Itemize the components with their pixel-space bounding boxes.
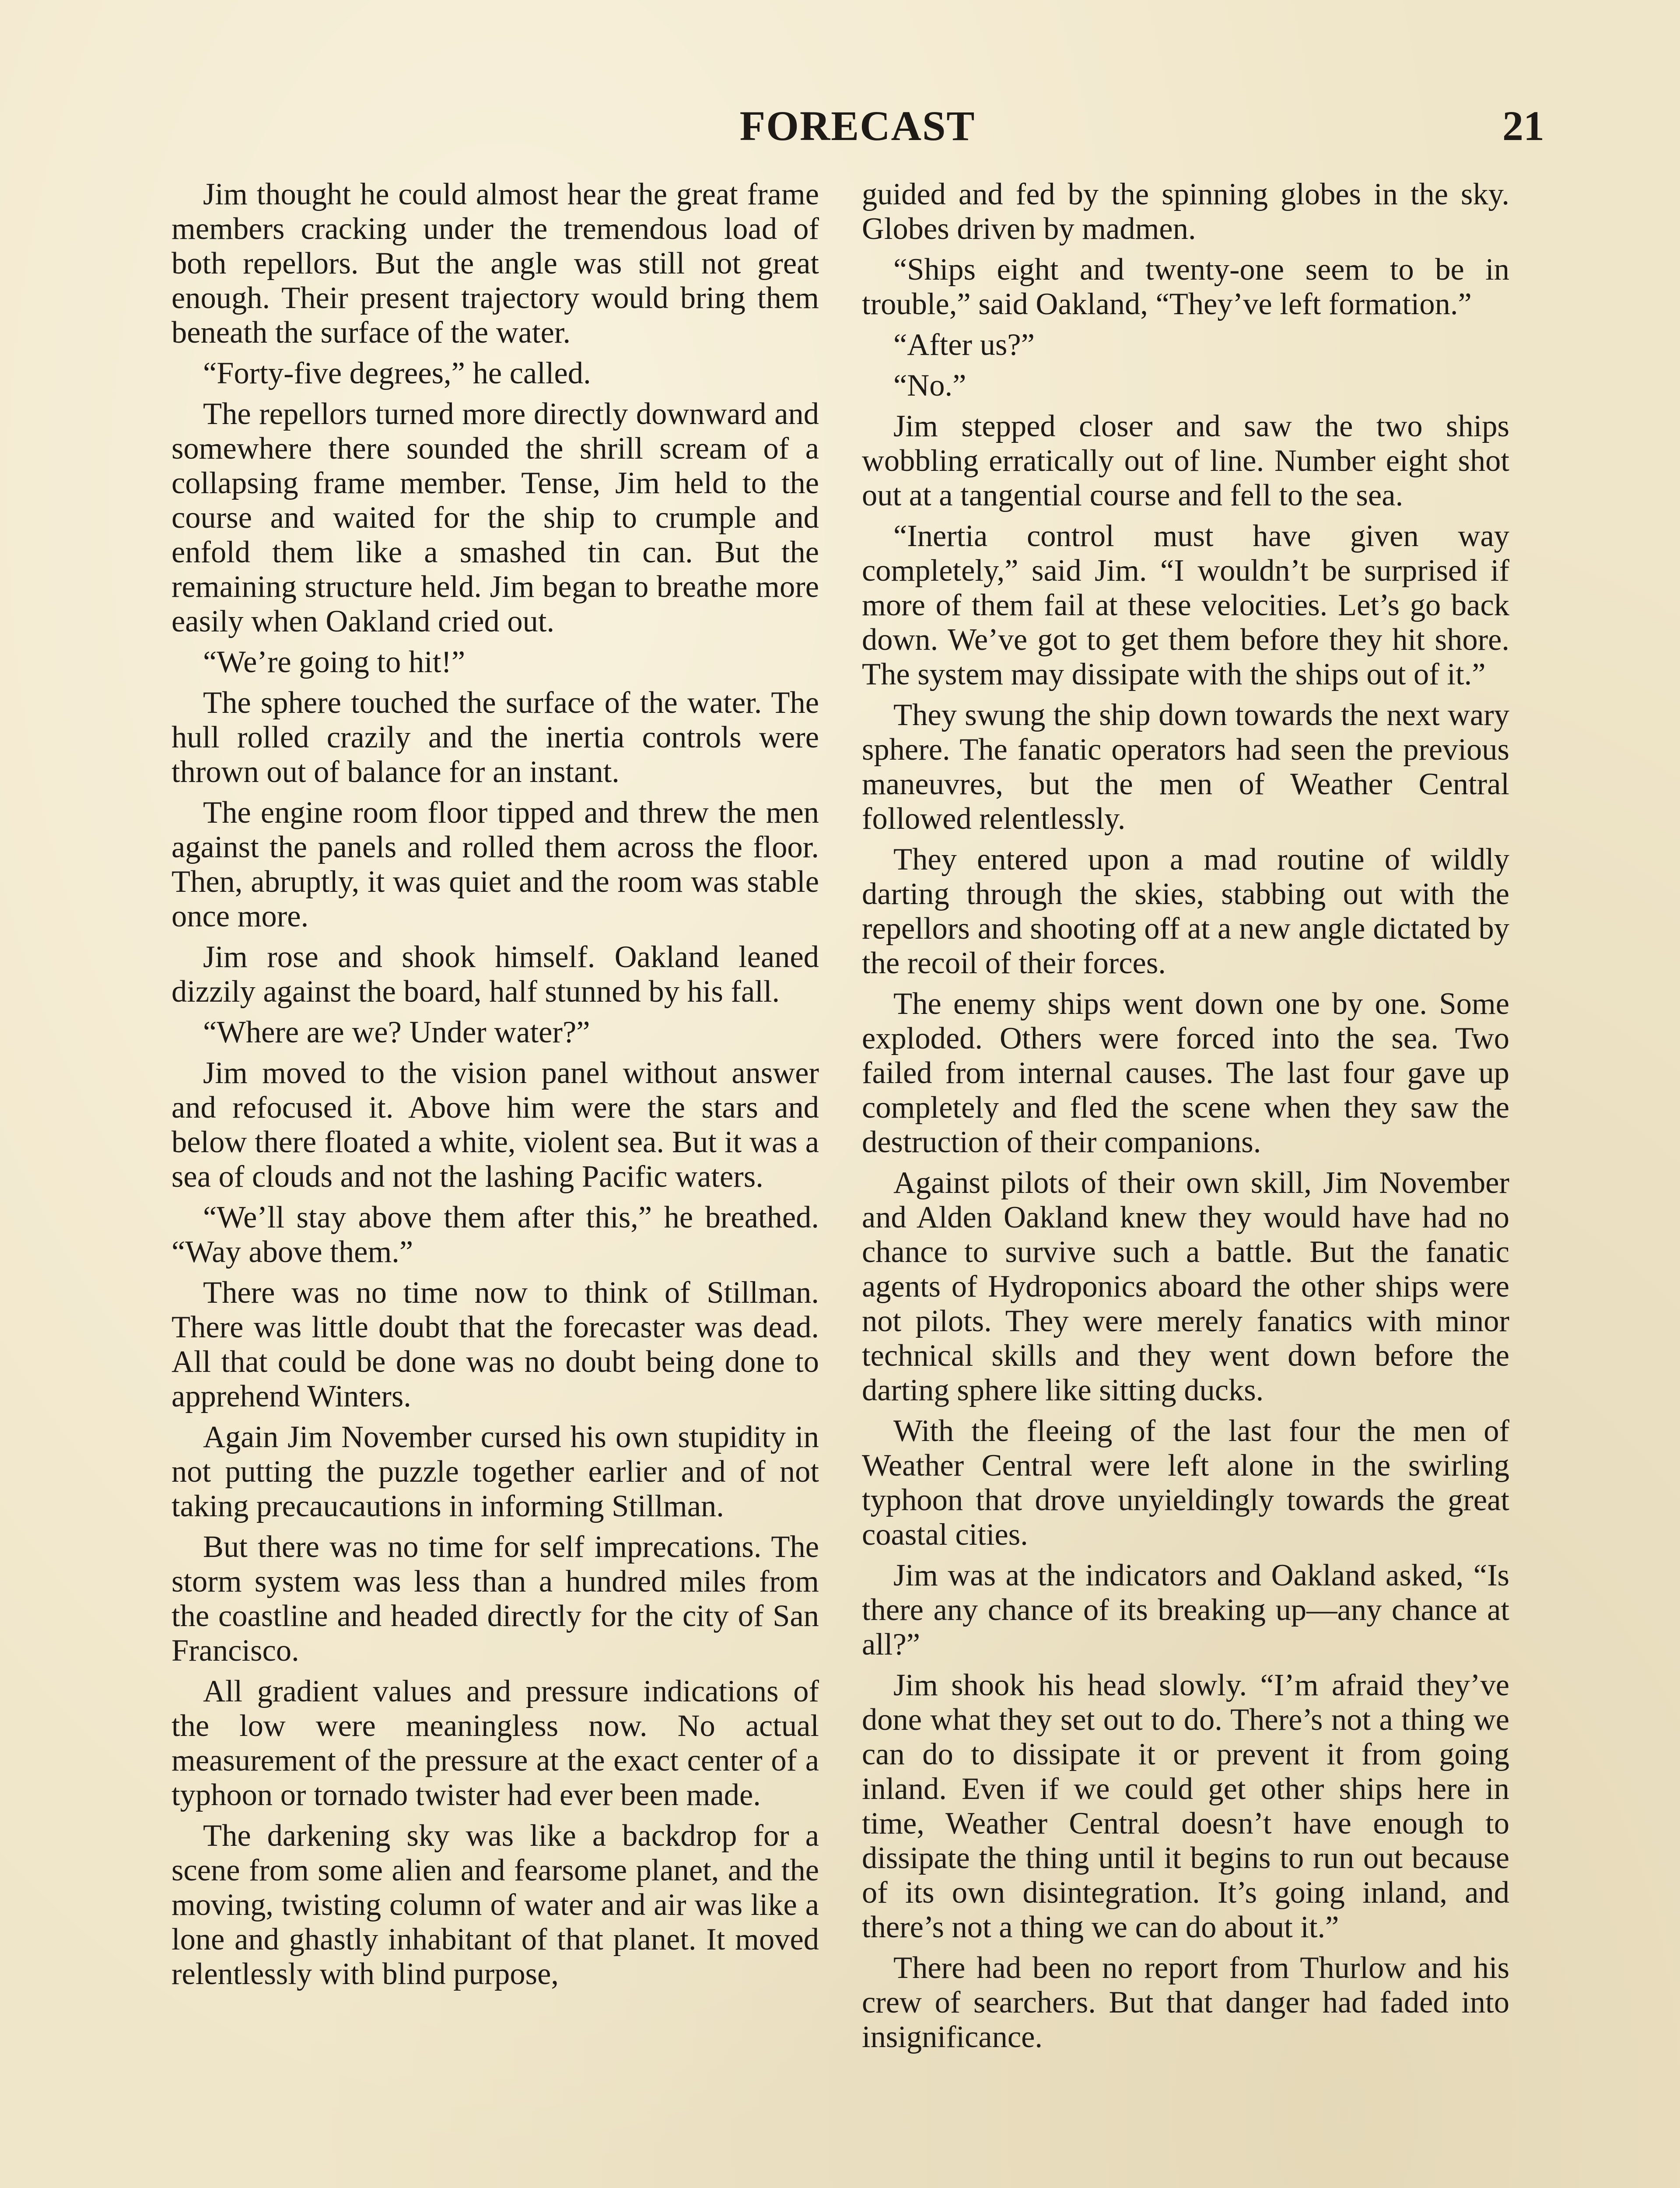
paragraph: “No.” bbox=[893, 368, 966, 403]
paragraph: The darkening sky was like a backdrop for a scene from some alien and fearsome planet, and the moving, twisting column of water and air was like a lone and ghastly inhabitant of that planet. It moved relentlessly with blind purpose, bbox=[172, 1819, 819, 1991]
paragraph: Jim moved to the vision panel without answer and refocused it. Above him were the stars and below there floated a white, violent sea. But it was a sea of clouds and not the lashing Pacific waters. bbox=[172, 1056, 819, 1194]
paragraph: The repellors turned more directly downward and somewhere there sounded the shrill scream of a collapsing frame member. Tense, Jim held to the course and waited for the ship to crumple and enfold them like a smashed tin can. But the remaining structure held. Jim began to breathe more easily when Oakland cried out. bbox=[172, 397, 819, 638]
paragraph: They swung the ship down towards the next wary sphere. The fanatic operators had seen the previous maneuvres, but the men of Weather Central followed relentlessly. bbox=[862, 698, 1509, 836]
paragraph: There was no time now to think of Stillman. There was little doubt that the forecaster was dead. All that could be done was no doubt being done to apprehend Winters. bbox=[172, 1276, 819, 1413]
text-column-left bbox=[172, 177, 819, 1998]
paragraph: “We’re going to hit!” bbox=[203, 645, 466, 679]
paragraph: The enemy ships went down one by one. Some exploded. Others were forced into the sea. Two failed from internal causes. The last four gave up completely and fled the scene when they saw the destruction of their companions. bbox=[862, 987, 1509, 1159]
page-number: 21 bbox=[1502, 102, 1544, 149]
paragraph: “Where are we? Under water?” bbox=[203, 1015, 590, 1049]
paragraph: The sphere touched the surface of the water. The hull rolled crazily and the inertia controls were thrown out of balance for an instant. bbox=[172, 686, 819, 789]
paragraph: The engine room floor tipped and threw the men against the panels and rolled them across the floor. Then, abruptly, it was quiet and the room was stable once more. bbox=[172, 796, 819, 933]
paragraph: Jim thought he could almost hear the great frame members cracking under the tremendous load of both repellors. But the angle was still not great enough. Their present trajectory would bring them beneath the surface of the water. bbox=[172, 177, 819, 350]
paragraph: “We’ll stay above them after this,” he breathed. “Way above them.” bbox=[172, 1200, 819, 1269]
paragraph: Jim stepped closer and saw the two ships wobbling erratically out of line. Number eight shot out at a tangential course and fell to the sea. bbox=[862, 409, 1509, 512]
paragraph: They entered upon a mad routine of wildly darting through the skies, stabbing out with the repellors and shooting off at a new angle dictated by the recoil of their forces. bbox=[862, 842, 1509, 980]
text-column-right bbox=[862, 177, 1509, 2061]
paragraph: “Forty-five degrees,” he called. bbox=[203, 356, 591, 390]
paragraph: There had been no report from Thurlow and his crew of searchers. But that danger had faded into insignificance. bbox=[862, 1951, 1509, 2054]
paragraph: “Inertia control must have given way completely,” said Jim. “I wouldn’t be surprised if more of them fail at these velocities. Let’s go back down. We’ve got to get them before they hit shore. The system may dissipate with the ships out of it.” bbox=[862, 519, 1509, 691]
paragraph: Against pilots of their own skill, Jim November and Alden Oakland knew they would have had no chance to survive such a battle. But the fanatic agents of Hydroponics aboard the other ships were not pilots. They were merely fanatics with minor technical skills and they went down before the darting sphere like sitting ducks. bbox=[862, 1166, 1509, 1407]
page-header bbox=[171, 102, 1544, 163]
paragraph: guided and fed by the spinning globes in the sky. Globes driven by madmen. bbox=[862, 177, 1509, 246]
paragraph: Jim shook his head slowly. “I’m afraid they’ve done what they set out to do. There’s not a thing we can do to dissipate it or prevent it from going inland. Even if we could get other ships here in time, Weather Central doesn’t have enough to dissipate the thing until it begins to run out because of its own disintegration. It’s going inland, and there’s not a thing we can do about it.” bbox=[862, 1668, 1509, 1944]
paragraph: Jim rose and shook himself. Oakland leaned dizzily against the board, half stunned by his fall. bbox=[172, 940, 819, 1009]
running-title: FORECAST bbox=[739, 102, 976, 149]
paragraph: “After us?” bbox=[893, 328, 1035, 362]
paragraph: With the fleeing of the last four the men of Weather Central were left alone in the swirling typhoon that drove unyieldingly towards the great coastal cities. bbox=[862, 1414, 1509, 1552]
paragraph: Again Jim November cursed his own stupidity in not putting the puzzle together earlier and of not taking precaucautions in informing Stillman. bbox=[172, 1420, 819, 1523]
paragraph: All gradient values and pressure indications of the low were meaningless now. No actual measurement of the pressure at the exact center of a typhoon or tornado twister had ever been made. bbox=[172, 1674, 819, 1812]
paragraph: Jim was at the indicators and Oakland asked, “Is there any chance of its breaking up—any chance at all?” bbox=[862, 1558, 1509, 1662]
paragraph: “Ships eight and twenty-one seem to be in trouble,” said Oakland, “They’ve left formation.” bbox=[862, 252, 1509, 321]
paragraph: But there was no time for self imprecations. The storm system was less than a hundred miles from the coastline and headed directly for the city of San Francisco. bbox=[172, 1530, 819, 1668]
